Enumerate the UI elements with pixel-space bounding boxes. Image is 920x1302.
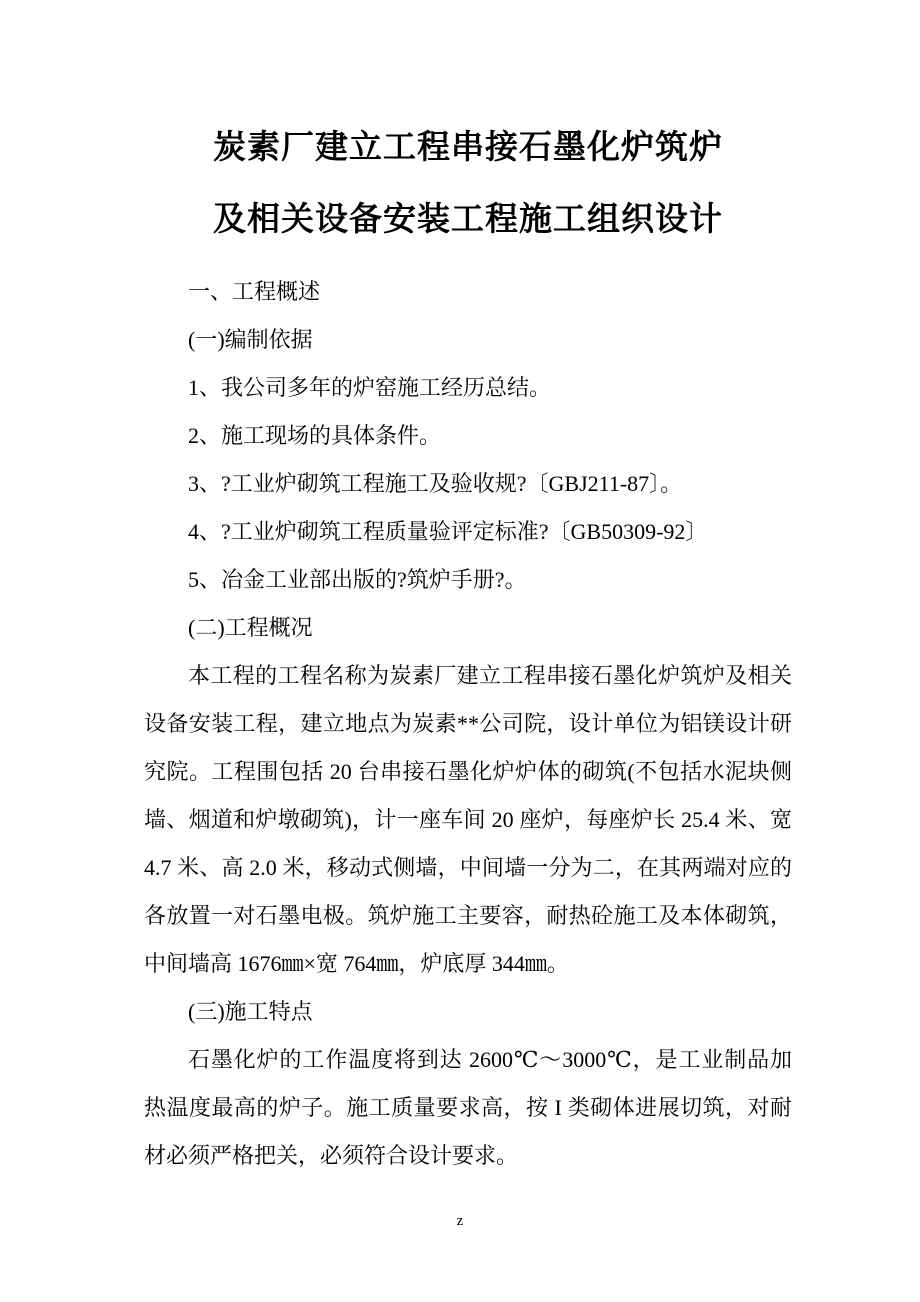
list-item-2: 2、施工现场的具体条件。 [188, 423, 442, 448]
paragraph-construction-features: 石墨化炉的工作温度将到达 2600℃～3000℃，是工业制品加热温度最高的炉子。施工质量要求高，按 I 类砌体进展切筑，对耐材必须严格把关，必须符合设计要求。 [144, 1047, 792, 1168]
list-item-4: 4、?工业炉砌筑工程质量验评定标准?〔GB50309-92〕 [188, 519, 708, 544]
list-item-1: 1、我公司多年的炉窑施工经历总结。 [188, 375, 552, 400]
paragraph-project-profile: 本工程的工程名称为炭素厂建立工程串接石墨化炉筑炉及相关设备安装工程，建立地点为炭素**公司院，设计单位为铝镁设计研究院。工程围包括 20 台串接石墨化炉炉体的砌筑(不包括水泥块侧墙、烟道和炉墩砌筑)，计一座车间 20 座炉，每座炉长 25.4 米、宽 4.7 米、高 2.0 米，移动式侧墙，中间墙一分为二，在其两端对应的各放置一对石墨电极。筑炉施工主要容，耐热砼施工及本体砌筑，中间墙高 1676㎜×宽 764㎜，炉底厚 344㎜。 [144, 663, 792, 976]
document-body [144, 268, 792, 1180]
subsection-heading-basis: (一)编制依据 [188, 327, 313, 352]
document-title-line2: 及相关设备安装工程施工组织设计 [213, 202, 723, 238]
page-footer: z [456, 1213, 464, 1229]
list-item-5: 5、冶金工业部出版的?筑炉手册?。 [188, 567, 527, 592]
list-item-3: 3、?工业炉砌筑工程施工及验收规?〔GBJ211-87〕。 [188, 471, 683, 496]
subsection-heading-construction-features: (三)施工特点 [188, 999, 313, 1024]
subsection-heading-project-profile: (二)工程概况 [188, 615, 313, 640]
document-title-line1: 炭素厂建立工程串接石墨化炉筑炉 [213, 130, 723, 166]
section-heading-overview: 一、工程概述 [188, 279, 321, 304]
